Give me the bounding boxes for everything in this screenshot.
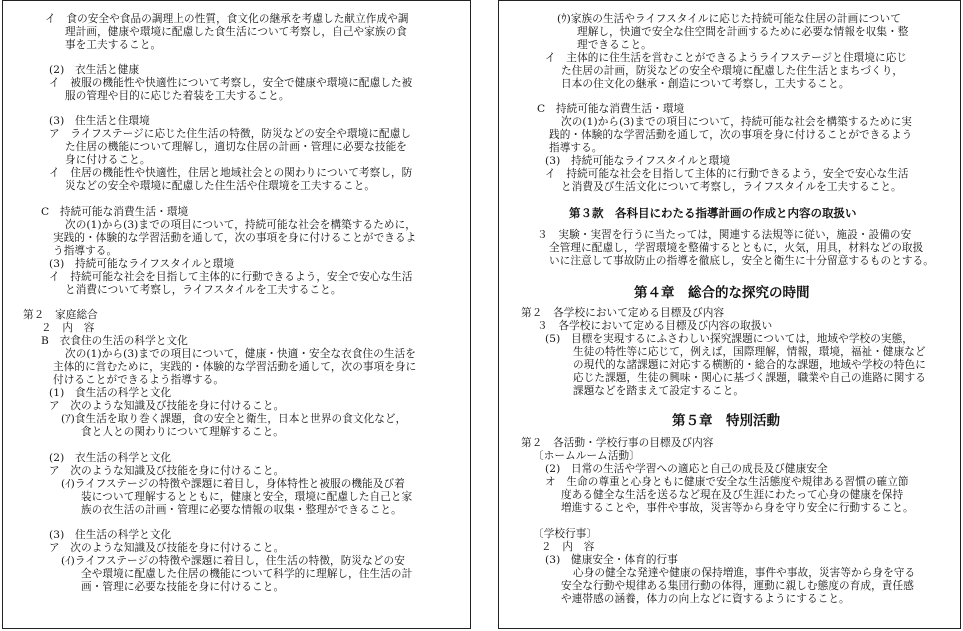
text-line: 課題などを踏まえて設定すること。 bbox=[573, 385, 745, 397]
text-line: (3) 持続可能なライフスタイルと環境 bbox=[545, 155, 731, 167]
text-line: ア ライフステージに応じた住生活の特徴，防災などの安全や環境に配慮し bbox=[49, 128, 412, 140]
text-line: (3) 持続可能なライフスタイルと環境 bbox=[49, 258, 235, 270]
text-line: 生徒の特性等に応じて，例えば，国際理解，情報，環境，福祉・健康など bbox=[573, 346, 926, 358]
text-line: ア 次のような知識及び技能を身に付けること。 bbox=[49, 400, 285, 412]
right-page bbox=[498, 0, 961, 629]
text-line: (3) 住生活と住環境 bbox=[49, 115, 150, 127]
text-line: と消費及び生活文化について考察し，ライフスタイルを工夫すること。 bbox=[561, 181, 902, 193]
text-line: 践的・体験的な学習活動を通して，次の事項を身に付けることができるよう bbox=[549, 129, 913, 141]
text-line: ア 次のような知識及び技能を身に付けること。 bbox=[49, 542, 285, 554]
text-line: 安全な行動や規律ある集団行動の体得，運動に親しむ態度の育成，責任感 bbox=[561, 580, 914, 592]
text-line: 食と人との関わりについて理解すること。 bbox=[81, 426, 284, 438]
section3-heading: 第３款 各科目にわたる指導計画の作成と内容の取扱い bbox=[569, 206, 857, 220]
text-line: 度ある健全な生活を送るなど現在及び生涯にわたって心身の健康を保持 bbox=[561, 489, 904, 501]
text-line: 〔学校行事〕 bbox=[533, 528, 598, 540]
text-line: 装について理解するとともに，健康と安全，環境に配慮した自己と家 bbox=[81, 491, 413, 503]
text-line: (ｳ)家族の生活やライフスタイルに応じた持続可能な住居の計画について bbox=[557, 13, 901, 25]
text-line: いに注意して事故防止の指導を徹底し，安全と衛生に十分留意するものとする。 bbox=[549, 255, 934, 267]
text-line: (2) 日常の生活や学習への適応と自己の成長及び健康安全 bbox=[545, 463, 828, 475]
text-line: 主体的に営むために，実践的・体験的な学習活動を通して，次の事項を身に bbox=[53, 361, 417, 373]
text-line: 全管理に配慮し，学習環境を整備するとともに，火気，用具，材料などの取扱 bbox=[549, 242, 924, 254]
text-line: ア 次のような知識及び技能を身に付けること。 bbox=[49, 465, 285, 477]
text-line: た住居の計画，防災などの安全や環境に配慮した住生活とまちづくり， bbox=[561, 65, 904, 77]
text-line: 族の衣生活の計画・管理に必要な情報の収集・整理ができること。 bbox=[81, 504, 402, 516]
text-line: 次の(1)から(3)までの項目について，持続可能な社会を構築するために実 bbox=[561, 116, 912, 128]
text-line: (ｱ)食生活を取り巻く課題，食の安全と衛生，日本と世界の食文化など， bbox=[61, 413, 407, 425]
text-line: の現代的な諸課題に対応する横断的・総合的な課題，地域や学校の特色に bbox=[573, 359, 926, 371]
text-line: 理できること。 bbox=[577, 39, 652, 51]
text-line: (1) 食生活の科学と文化 bbox=[49, 387, 172, 399]
text-line: う指導する。 bbox=[53, 245, 118, 257]
text-line: イ 住居の機能性や快適性，住居と地域社会との関わりについて考察し，防 bbox=[49, 167, 413, 179]
chapter5-heading: 第５章 特別活動 bbox=[672, 413, 780, 429]
text-line: 指導する。 bbox=[549, 142, 603, 154]
text-line: ３ 実験・実習を行うに当たっては，関連する法規等に従い，施設・設備の安 bbox=[537, 229, 912, 241]
text-line: 全や環境に配慮した住居の機能について科学的に理解し，住生活の計 bbox=[81, 568, 413, 580]
text-line: 応じた課題，生徒の興味・関心に基づく課題，職業や自己の進路に関する bbox=[573, 372, 926, 384]
text-line: (3) 住生活の科学と文化 bbox=[49, 529, 172, 541]
section-heading: 第２ 家庭総合 bbox=[23, 309, 98, 321]
text-line: (ｲ)ライフステージの特徴や課題に着目し，身体特性と被服の機能及び着 bbox=[61, 478, 405, 490]
text-line: イ 持続可能な社会を目指して主体的に行動できるよう，安全で安心な生活 bbox=[545, 168, 909, 180]
text-line: 次の(1)から(3)までの項目について，健康・快適・安全な衣食住の生活を bbox=[65, 348, 416, 360]
section-heading: 第２ 各活動・学校行事の目標及び内容 bbox=[521, 437, 714, 449]
text-line: 心身の健全な発達や健康の保持増進，事件や事故，災害等から身を守る bbox=[573, 567, 916, 579]
section-heading: C 持続可能な消費生活・環境 bbox=[41, 206, 189, 218]
text-line: 服の管理や目的に応じた着装を工夫すること。 bbox=[65, 90, 290, 102]
text-line: (5) 目標を実現するにふさわしい探究課題については，地域や学校の実態， bbox=[545, 333, 913, 345]
text-line: (2) 衣生活と健康 bbox=[49, 64, 140, 76]
text-line: た住居の機能について理解し，適切な住居の計画・管理に必要な技能を bbox=[65, 141, 407, 153]
text-line: ２ 内 容 bbox=[541, 541, 595, 553]
text-line: イ 被服の機能性や快適性について考察し，安全で健康や環境に配慮した被 bbox=[49, 77, 413, 89]
text-line: 災などの安全や環境に配慮した住生活や住環境を工夫すること。 bbox=[65, 180, 376, 192]
chapter4-heading: 第４章 総合的な探究の時間 bbox=[634, 285, 810, 301]
text-line: 次の(1)から(3)までの項目について，持続可能な社会を構築するために， bbox=[65, 219, 416, 231]
text-line: 画・管理に必要な技能を身に付けること。 bbox=[81, 581, 285, 593]
text-line: 実践的・体験的な学習活動を通して，次の事項を身に付けることができるよ bbox=[53, 232, 417, 244]
text-line: (3) 健康安全・体育的行事 bbox=[545, 554, 678, 566]
left-page bbox=[2, 0, 471, 629]
text-line: イ 主体的に住生活を営むことができるようライフステージと住環境に応じ bbox=[545, 52, 908, 64]
section-heading: 第２ 各学校において定める目標及び内容 bbox=[521, 307, 725, 319]
text-line: 事を工夫すること。 bbox=[65, 39, 162, 51]
text-line: (2) 衣生活の科学と文化 bbox=[49, 452, 172, 464]
text-line: 〔ホームルーム活動〕 bbox=[533, 450, 640, 462]
text-line: 理解し，快適で安全な住空間を計画するために必要な情報を収集・整 bbox=[577, 26, 909, 38]
text-line: イ 食の安全や食品の調理上の性質，食文化の継承を考慮した献立作成や調 bbox=[45, 13, 409, 25]
text-line: 身に付けること。 bbox=[65, 154, 151, 166]
section-heading: C 持続可能な消費生活・環境 bbox=[537, 103, 685, 115]
text-line: 付けることができるよう指導する。 bbox=[53, 374, 225, 386]
text-line: ２ 内 容 bbox=[41, 322, 95, 334]
text-line: や連帯感の涵養，体力の向上などに資するようにすること。 bbox=[561, 593, 850, 605]
text-line: (ｲ)ライフステージの特徴や課題に着目し，住生活の特徴，防災などの安 bbox=[61, 555, 405, 567]
section-heading: B 衣食住の生活の科学と文化 bbox=[41, 335, 188, 347]
text-line: オ 生命の尊重と心身ともに健康で安全な生活態度や規律ある習慣の確立節 bbox=[545, 476, 909, 488]
text-line: イ 持続可能な社会を目指して主体的に行動できるよう，安全で安心な生活 bbox=[49, 271, 413, 283]
text-line: 増進することや，事件や事故，災害等から身を守り安全に行動すること。 bbox=[561, 502, 914, 514]
text-line: と消費について考察し，ライフスタイルを工夫すること。 bbox=[65, 284, 342, 296]
text-line: ３ 各学校において定める目標及び内容の取扱い bbox=[537, 320, 773, 332]
text-line: 理計画，健康や環境に配慮した食生活について考察し，自己や家族の食 bbox=[65, 26, 407, 38]
text-line: 日本の住文化の継承・創造について考察し，工夫すること。 bbox=[561, 78, 850, 90]
